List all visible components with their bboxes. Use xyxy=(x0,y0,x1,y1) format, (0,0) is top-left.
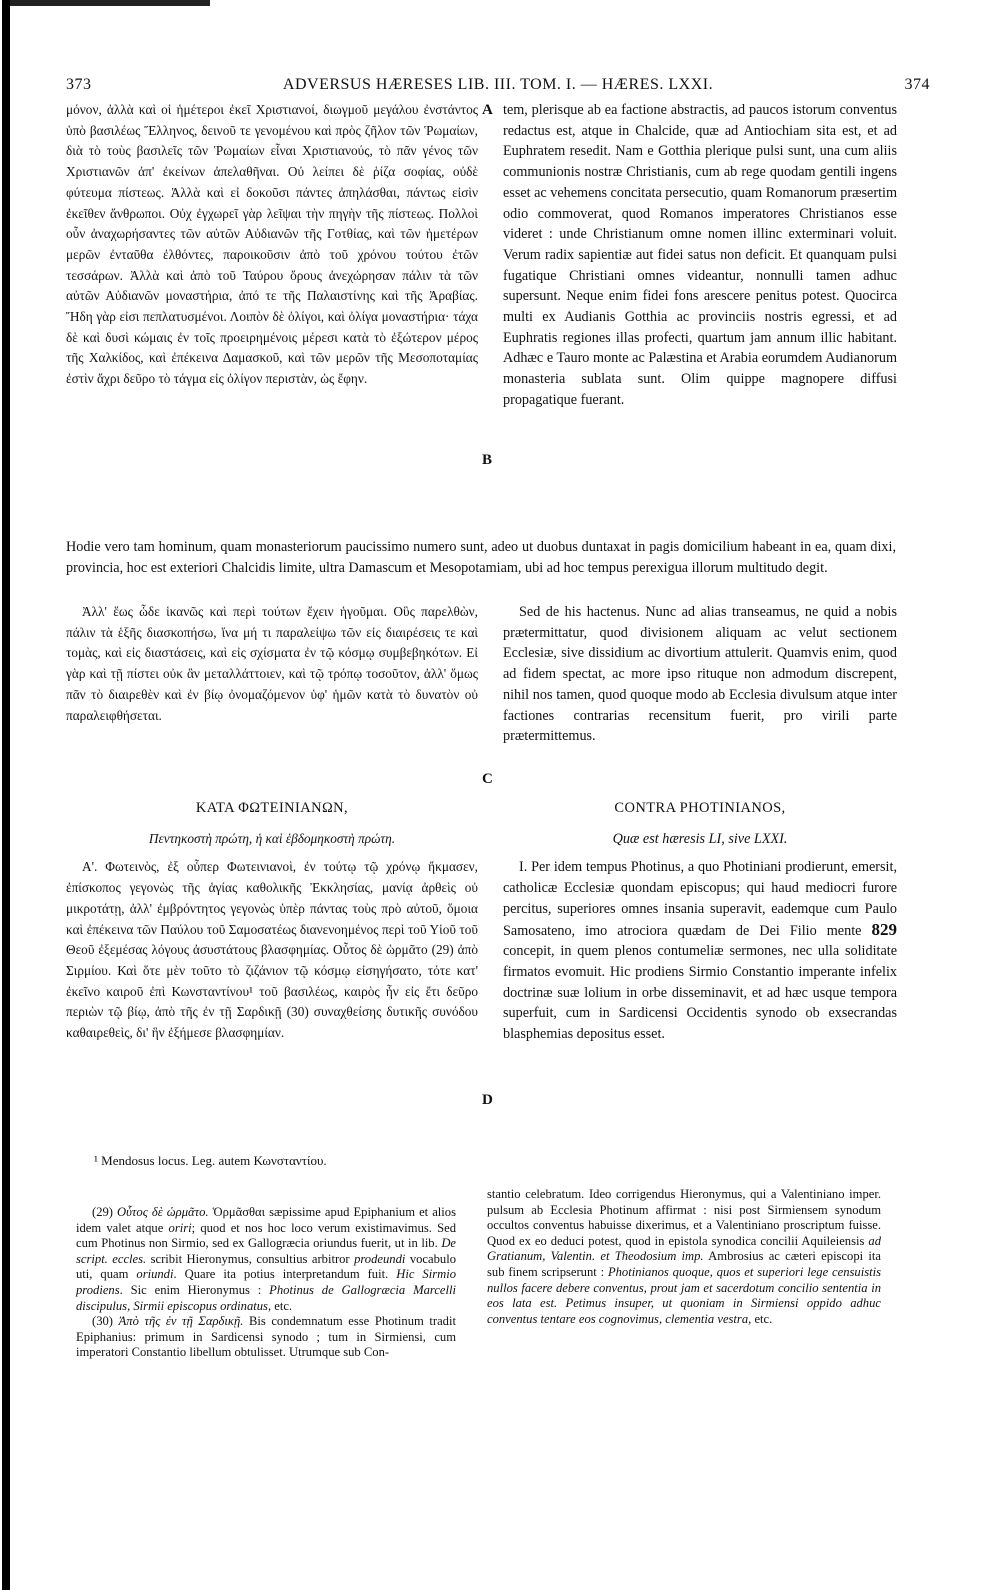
latin-heading: CONTRA PHOTINIANOS, xyxy=(614,800,786,816)
page-number-left: 373 xyxy=(66,76,92,93)
latin-paragraph: I. Per idem tempus Photinus, a quo Photiniani prodierunt, emersit, catholicæ Ecclesiæ quondam episcopus; qui haud mediocri furore percitus, superiores omnes insania superavit, eademque cum Paulo Samosateno, imo atrociora quædam de Dei Filio mente 829 concepit, in quem plenos contumeliæ sermones, nec ulla soliditate firmatos evomuit. Hic prodiens Sirmio Constantio imperante infelix doctrinæ suæ lolium in orbe disseminavit, et ad hæc usque tempora superfuit, cum in Sardicensi Occidentis synodo ob exsecrandas blasphemias depositus esset. xyxy=(503,859,897,1043)
margin-letter-c: C xyxy=(482,771,493,787)
latin-paragraph-full: Hodie vero tam hominum, quam monasteriorum paucissimo numero sunt, adeo ut duobus duntaxat in pagis domicilium habeant in ea, quam dixi, provincia, hoc est exteriori Chalcidis limite, ultra Damascum et Mesopotamiam, ubi ad hoc tempus perexigua illorum multitudo degit. xyxy=(66,539,896,576)
note-29: (29) Οὗτος δὲ ὡρμᾶτο. Ὁρμᾶσθαι sæpissime apud Epiphanium et alios idem valet atque oriri; quod et nos hoc loco verum existimavimus. Sed cum Photinus non Sirmio, sed ex Gallogræcia oriundus fuerit, ut in lib. De script. eccles. scribit Hieronymus, consultius arbitror prodeundi vocabulo uti, quam oriundi. Quare ita potius interpretandum fuit. Hic Sirmio prodiens. Sic enim Hieronymus : Photinus de Gallogræcia Marcelli discipulus, Sirmii episcopus ordinatus, etc. xyxy=(76,1205,456,1313)
latin-column-top xyxy=(503,100,897,411)
greek-paragraph: Ἀλλ' ἕως ὧδε ἱκανῶς καὶ περὶ τούτων ἔχειν ἡγοῦμαι. Οὓς παρελθὼν, πάλιν τὰ ἑξῆς διασκοπήσω, ἵνα μή τι παραλείψω τῶν εἰς διαιρέσεις τε καὶ τομὰς, καὶ εἰς διαστάσεις, καὶ εἰς σχίσματα ἐν τῷ κόσμῳ συμβεβηκότων. Εἰ γὰρ καὶ τῇ πίστει οὐκ ἂν μεταλλάττοιεν, καὶ τῷ τρόπῳ τοσοῦτον, ἀλλ' ὅμως πᾶν τὸ διαιρεθὲν καὶ ἐν βίῳ ὀνομαζόμενον ὑφ' ἡμῶν κατὰ τὸ δυνατὸν οὐ παραλειφθήσεται. xyxy=(66,604,478,723)
note-30: (30) Ἀπὸ τῆς ἐν τῇ Σαρδικῇ. Bis condemnatum esse Photinum tradit Epiphanius: primum in Sardicensi synodo ; tum in Sirmiensi, cum imperatori Constantio libellum obtulisset. Utrumque sub Con- xyxy=(76,1314,456,1360)
greek-heading: ΚΑΤΑ ΦΩΤΕΙΝΙΑΝΩΝ, xyxy=(195,800,349,816)
latin-paragraph: tem, plerisque ab ea factione abstractis, ad paucos istorum conventus redactus est, atque in Chalcide, quæ ad Antiochiam sita est, et ad Euphratem resedit. Nam e Gotthia plerique pulsi sunt, una cum aliis communionis nostræ Christianis, cum ab rege quodam gentili ingens esset ac vehemens concitata persecutio, quam Romanorum præsertim odio commoverat, quod Romanos imperatores Christianos esse videret : unde Christianum omne nomen illinc exterminari voluit. Verum radix sapientiæ aut fidei satus non deficit. Et quanquam pulsi fugatique Christiani omnes videantur, nonnulli tamen adhuc supersunt. Neque enim fidei fons arescere penitus potest. Quocirca multi ex Audianis Gotthia ac provinciis nostris egressi, et ad Euphratis regiones illas profecti, quartum jam annum illic habitant. Adhæc e Tauro monte ac Palæstina et Arabia eorumdem Audianorum monasteria sublata sunt. Olim quippe magnopere diffusi propagatique fuerant. xyxy=(503,102,897,408)
greek-subheading: Πεντηκοστὴ πρώτη, ἡ καὶ ἑβδομηκοστὴ πρώτη. xyxy=(148,830,396,846)
scan-border-top xyxy=(10,0,210,6)
latin-paragraph: Sed de his hactenus. Nunc ad alias transeamus, ne quid a nobis prætermittatur, quod divisionem aliquam ac velut sectionem Ecclesiæ, sive dissidium ac divortium attulerit. Quamvis enim, quod ad fidem spectat, ac more ipso rituque non admodum discrepent, nihil nos tamen, quod quoque modo ab Ecclesia divulsum atque inter factiones contrarias recensitum fuerit, pro virili parte prætermittemus. xyxy=(503,604,897,745)
greek-column-top xyxy=(66,100,478,390)
margin-letter-a: A xyxy=(482,102,493,118)
latin-subheading: Quæ est hæresis LI, sive LXXI. xyxy=(612,830,788,847)
margin-letter-d: D xyxy=(482,1092,493,1108)
page-number-right: 374 xyxy=(904,76,930,93)
greek-paragraph: μόνον, ἀλλὰ καὶ οἱ ἡμέτεροι ἐκεῖ Χριστιανοί, διωγμοῦ μεγάλου ἐνστάντος ὑπὸ βασιλέως Ἕλληνος, δεινοῦ τε γενομένου καὶ πρὸς ζῆλον τῶν Ῥωμαίων, διὰ τὸ τοὺς βασιλεῖς τῶν Ῥωμαίων εἶναι Χριστιανούς, τὸ πᾶν γένος τῶν Χριστιανῶν ἀπ' ἐκείνων ἀπελαθῆναι. Οὐ λείπει δὲ ῥίζα σοφίας, οὐδὲ φύτευμα πίστεως. Ἀλλὰ καὶ εἰ δοκοῦσι πάντες ἀπηλάσθαι, πάντως εἰσὶν ἐκεῖθεν ἄνθρωποι. Οὐχ ἐγχωρεῖ γὰρ λεῖψαι τὴν πηγὴν τῆς πίστεως. Πολλοὶ οὖν ἀναχωρήσαντες τῶν αὐτῶν Αὐδιανῶν τῆς Γοτθίας, καὶ τῶν ἡμετέρων μερῶν ἐνταῦθα ἐλθόντες, παροικοῦσιν ἀπὸ τοῦ χρόνου τούτου ἐτῶν τεσσάρων. Ἀλλὰ καὶ ἀπὸ τοῦ Ταύρου ὄρους ἀνεχώρησαν πάλιν τὰ τῶν αὐτῶν Αὐδιανῶν μοναστήρια, ἀπό τε τῆς Παλαιστίνης καὶ τῆς Ἀραβίας. Ἤδη γὰρ εἰσι πεπλατυσμένοι. Λοιπὸν δὲ ὀλίγοι, καὶ ὀλίγα μοναστήρια· τάχα δὲ καὶ δυσὶ κώμαις ἐν τοῖς προειρημένοις μέρεσι κατὰ τὸ ἐξώτερον μέρος τῆς Χαλκίδος, καὶ ἐπέκεινα Δαμασκοῦ, καὶ τῶν μερῶν τῆς Μεσοποταμίας ἐστὶν ἄχρι δεῦρο τὸ τάγμα εἰς ὀλίγον περιστὰν, ὡς ἔφην. xyxy=(66,102,478,387)
greek-paragraph: Α'. Φωτεινὸς, ἐξ οὗπερ Φωτεινιανοὶ, ἐν τούτῳ τῷ χρόνῳ ἤκμασεν, ἐπίσκοπος γεγονὼς τῆς ἁγίας καθολικῆς Ἐκκλησίας, μανίᾳ ἀρθεὶς οὐ μικροτάτῃ, ἀλλ' ἐμβρόντητος γεγονὼς ὑπὲρ πάντας τοὺς πρὸ αὐτοῦ, ὅμοια καὶ ἐπέκεινα τῶν Παύλου τοῦ Σαμοσατέως διανενοημένος περὶ τοῦ Υἱοῦ τοῦ Θεοῦ ἐξεμέσας λόγους ἀσυστάτους βλασφημίας. Οὗτος δὲ ὡρμᾶτο (29) ἀπὸ Σιρμίου. Καὶ ὅτε μὲν τοῦτο τὸ ζιζάνιον τῷ κόσμῳ εἰσηγήσατο, τότε κατ' ἐκεῖνο καιροῦ ἐπὶ Κωνσταντίνου¹ τοῦ βασιλέως, καιρὸς ἦν εἰς ἔτι δεῦρο περιὼν τῷ βίῳ, ἀπὸ τῆς ἐν τῇ Σαρδικῇ (30) συναχθείσης δυτικῆς συνόδου καθαιρεθεὶς, δι' ἣν ἐξήμεσε βλασφημίαν. xyxy=(66,859,478,1041)
margin-letter-b: B xyxy=(482,452,493,468)
running-title: ADVERSUS HÆRESES LIB. III. TOM. I. — HÆRES. LXXI. xyxy=(282,76,714,93)
greek-column-section xyxy=(66,798,478,1044)
greek-column-transition xyxy=(66,602,478,726)
page-header xyxy=(66,76,930,100)
latin-column-transition xyxy=(503,602,897,747)
latin-full-width xyxy=(66,537,896,578)
notes-left xyxy=(76,1205,456,1361)
footnote: ¹ Mendosus locus. Leg. autem Κωνσταντίου. xyxy=(94,1153,327,1168)
column-number: 829 xyxy=(871,919,897,939)
notes-right xyxy=(487,1187,881,1327)
note-30-continued: stantio celebratum. Ideo corrigendus Hieronymus, qui a Valentiniano imper. pulsum ab Ecclesia Photinum affirmat : nisi post Sirmiensem synodum occultos conventus habuisse dixerimus, et a Valentiniano proscriptum fuisse. Quod ex eo deduci potest, quod in epistola synodica concilii Aquileiensis ad Gratianum, Valentin. et Theodosium imp. Ambrosius ac cæteri episcopi ita sub finem scripserunt : Photinianos quoque, quos et superiori lege censuistis nullos facere debere conventus, prout jam et sacerdotum concilio sententia in eos lata est. Petimus insuper, ut quoniam in Sirmiensi oppido adhuc conventus tentare eos cognovimus, clementia vestra, etc. xyxy=(487,1187,881,1326)
latin-column-section xyxy=(503,798,897,1045)
scan-border xyxy=(2,0,10,1590)
